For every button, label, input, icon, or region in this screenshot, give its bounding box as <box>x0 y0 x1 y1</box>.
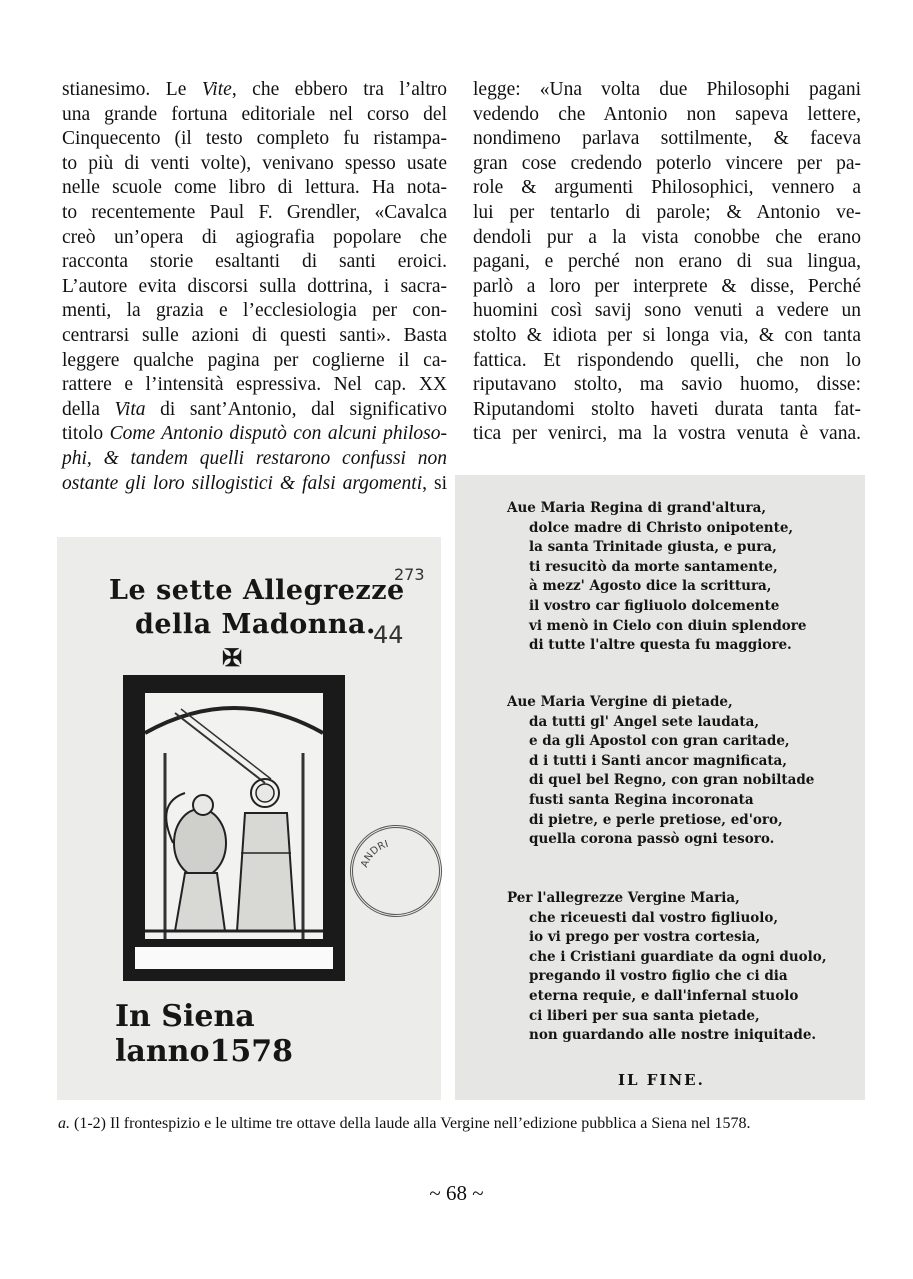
text-segment: phi, & tandem quelli restarono confussi non <box>62 447 447 469</box>
text-line <box>62 422 447 447</box>
text-line <box>473 324 861 349</box>
text-line <box>62 152 447 177</box>
text-line <box>62 103 447 128</box>
text-segment: riputavano stolto, ma savio huomo, disse: <box>473 374 861 396</box>
text-segment: rattere e l’intensità espressiva. Nel cap. XX <box>62 374 447 396</box>
text-line <box>473 398 861 423</box>
text-segment: menti, la grazia e l’ecclesiologia per con- <box>62 300 447 322</box>
text-segment: titolo <box>62 423 110 445</box>
text-line <box>62 324 447 349</box>
caption-label: a. <box>58 1115 70 1132</box>
text-segment: legge: «Una volta due Philosophi pagani <box>473 79 861 100</box>
text-segment: leggere qualche pagina per coglierne il ca- <box>62 349 447 371</box>
text-line <box>473 103 861 128</box>
text-line <box>62 349 447 374</box>
handwritten-number: 44 <box>373 621 404 649</box>
text-segment: una grande fortuna editoriale nel corso del <box>62 103 447 125</box>
text-line <box>62 398 447 423</box>
text-line <box>62 275 447 300</box>
text-line <box>473 226 861 251</box>
stanza-line: d i tutti i Santi ancor magnificata, <box>529 752 788 769</box>
text-line <box>62 78 447 103</box>
left-text-column <box>62 78 447 496</box>
text-segment: nondimeno parlava sottilmente, & faceva <box>473 128 861 150</box>
text-segment: fattica. Et rispondendo quelli, che non lo <box>473 349 861 371</box>
text-segment: tica per venirci, ma la vostra venuta è vana. <box>473 423 861 445</box>
caption-text: (1-2) Il frontespizio e le ultime tre ottave della laude alla Vergine nell’edizione pubblica a Siena nel 1578. <box>70 1115 751 1132</box>
text-segment: vedendo che Antonio non sapeva lettere, <box>473 103 861 125</box>
stanza-line: che i Cristiani guardiate da ogni duolo, <box>529 948 827 965</box>
text-segment: nelle scuole come libro di lettura. Ha nota- <box>62 177 447 199</box>
text-segment: ostante gli loro sillogistici & falsi argomenti <box>62 472 423 494</box>
stanza-line: la santa Trinitade giusta, e pura, <box>529 539 777 556</box>
woodcut-border-footer <box>133 945 335 971</box>
figure-caption <box>58 1114 868 1133</box>
laude-page-image <box>455 475 865 1100</box>
text-segment: di sant’Antonio, dal significativo <box>145 398 447 420</box>
stanza-line: di tutte l'altre questa fu maggiore. <box>529 637 792 654</box>
woodcut-scene <box>145 693 323 939</box>
text-segment: parlò a loro per interprete & disse, Perché <box>473 275 861 297</box>
text-line <box>62 127 447 152</box>
svg-text:ANDRI <box>359 839 389 869</box>
stanza-line: di pietre, e perle pretiose, ed'oro, <box>529 811 783 828</box>
handwritten-number-top: 273 <box>394 565 425 584</box>
text-line <box>473 78 861 103</box>
text-segment: to recentemente Paul F. Grendler, «Cavalca <box>62 201 447 223</box>
stanza-line: io vi prego per vostra cortesia, <box>529 929 761 946</box>
text-segment: Vite <box>201 79 232 100</box>
text-segment: L’autore evita discorsi sulla dottrina, i sacra- <box>62 275 447 297</box>
text-segment: huomini così savij sono venuti a vedere un <box>473 300 861 322</box>
stamp-seal-icon <box>353 828 439 914</box>
stanza-line: ti resucitò da morte santamente, <box>529 558 778 575</box>
stanza-line: non guardando alle nostre iniquitade. <box>529 1027 817 1044</box>
stanza-line: da tutti gl' Angel sete laudata, <box>529 713 760 730</box>
text-segment: Cinquecento (il testo completo fu ristampa- <box>62 128 447 150</box>
text-segment: , si <box>422 472 447 494</box>
text-line <box>62 373 447 398</box>
text-line <box>62 250 447 275</box>
stanza-line: che riceuesti dal vostro figliuolo, <box>529 909 779 926</box>
frontispiece-image <box>57 537 441 1100</box>
text-line <box>473 201 861 226</box>
text-segment: stianesimo. Le <box>62 79 202 100</box>
annunciation-illustration <box>145 693 323 939</box>
text-line <box>473 176 861 201</box>
stanza-1 <box>507 499 807 656</box>
text-line <box>473 349 861 374</box>
stanza-line: ci liberi per sua santa pietade, <box>529 1007 760 1024</box>
text-line <box>473 422 861 447</box>
stanza-line: Aue Maria Vergine di pietade, <box>507 694 733 710</box>
text-line <box>473 127 861 152</box>
library-stamp <box>350 825 442 917</box>
text-line <box>473 299 861 324</box>
annunciation-woodcut <box>123 675 345 981</box>
text-segment: , che ebbero tra l’altro <box>231 79 447 100</box>
text-segment: racconta storie esaltanti di santi eroici. <box>62 251 447 273</box>
text-line <box>62 226 447 251</box>
stanza-3 <box>507 889 827 1046</box>
right-text-column <box>473 78 861 447</box>
stanza-line: à mezz' Agosto dice la scrittura, <box>529 578 772 595</box>
text-line <box>473 250 861 275</box>
text-segment: Vita <box>114 398 146 420</box>
stanza-line: e da gli Apostol con gran caritade, <box>529 733 790 750</box>
stanza-line: di quel bel Regno, con gran nobiltade <box>529 772 815 789</box>
stanza-line: dolce madre di Christo onipotente, <box>529 519 794 536</box>
stanza-line: il vostro car figliuolo dolcemente <box>529 597 780 614</box>
text-segment: to più di venti volte), venivano spesso usate <box>62 152 447 174</box>
text-segment: role & argumenti Philosophici, vennero a <box>473 177 861 199</box>
text-segment: dendoli pur a la vista conobbe che erano <box>473 226 861 248</box>
stanza-line: quella corona passò ogni tesoro. <box>529 831 775 848</box>
text-line <box>62 472 447 497</box>
stanza-line: vi menò in Cielo con diuin splendore <box>529 617 807 634</box>
text-line <box>62 447 447 472</box>
frontispiece-imprint: In Siena lanno1578 <box>115 999 293 1069</box>
stanza-line: eterna requie, e dall'infernal stuolo <box>529 987 799 1004</box>
text-segment: pagani, e perché non erano di sua lingua, <box>473 251 861 273</box>
cross-icon: ✠ <box>222 643 243 672</box>
text-line <box>473 152 861 177</box>
text-line <box>62 201 447 226</box>
page-number: ~ 68 ~ <box>429 1181 484 1205</box>
stanza-2 <box>507 693 815 850</box>
text-segment: lui per tentarlo di parole; & Antonio ve- <box>473 201 861 223</box>
stanza-line: Per l'allegrezze Vergine Maria, <box>507 890 740 906</box>
text-segment: centrarsi sulle azioni di questi santi». Basta <box>62 324 447 346</box>
text-segment: stolto & idiota per si longa via, & con tanta <box>473 324 861 346</box>
text-line <box>473 373 861 398</box>
text-segment: creò un’opera di agiografia popolare che <box>62 226 447 248</box>
stanza-line: pregando il vostro figlio che ci dia <box>529 968 788 985</box>
text-line <box>62 299 447 324</box>
frontispiece-title-line2: della Madonna. <box>135 609 376 640</box>
text-segment: della <box>62 398 115 420</box>
text-line <box>473 275 861 300</box>
frontispiece-title-line1: Le sette Allegrezze <box>109 575 405 606</box>
text-segment: Come Antonio disputò con alcuni philoso- <box>109 423 447 445</box>
text-line <box>62 176 447 201</box>
il-fine: IL FINE. <box>618 1071 705 1089</box>
stamp-text: ANDRI <box>359 838 390 870</box>
text-segment: Riputandomi stolto haveti durata tanta fat- <box>473 398 861 420</box>
text-segment: gran cose credendo poterlo vincere per pa- <box>473 152 861 174</box>
stanza-line: Aue Maria Regina di grand'altura, <box>507 500 767 516</box>
stanza-line: fusti santa Regina incoronata <box>529 791 754 808</box>
